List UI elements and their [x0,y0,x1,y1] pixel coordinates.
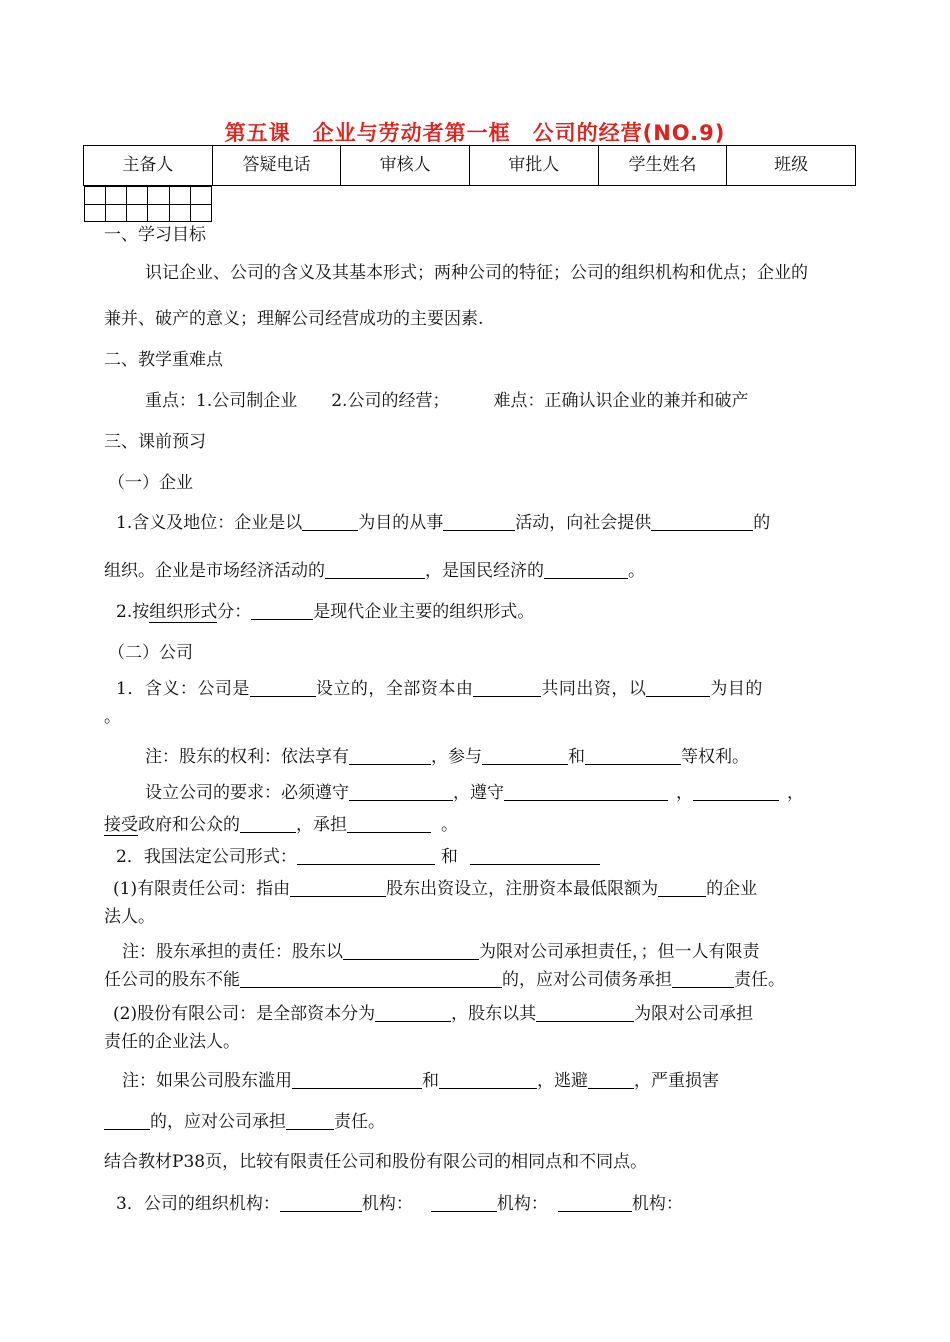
blank-cell[interactable] [148,187,169,222]
blank[interactable] [443,512,515,531]
blank-cell[interactable] [169,187,190,222]
establish-requirements-line-2: 接受政府和公众的 ，承担 。 [104,815,458,835]
objectives-text-2: 兼并、破产的意义；理解公司经营成功的主要因素. [104,309,484,329]
company-definition-end: 。 [104,707,121,727]
blank[interactable] [104,1111,150,1130]
blank[interactable] [349,746,431,765]
blank[interactable] [343,941,479,960]
blank[interactable] [651,512,753,531]
shareholder-liability-line-1: 注：股东承担的责任：股东以 为限对公司承担责任，；但一人有限责 [122,942,760,962]
blank[interactable] [439,1070,537,1089]
page-title: 第五课 企业与劳动者第一框 公司的经营(NO.9) [224,121,726,145]
header-cell: 班级 [727,146,856,186]
blank-cell[interactable] [84,187,105,222]
header-cell: 审核人 [341,146,470,186]
header-cell: 审批人 [469,146,598,186]
blank[interactable] [588,1070,634,1089]
ltd-company-line-1: (1)有限责任公司：指由 股东出资设立，注册资本最低限额为 的企业 [113,879,758,899]
header-cell: 主备人 [84,146,213,186]
blank[interactable] [544,560,628,579]
blank[interactable] [280,1193,362,1212]
header-cell: 学生姓名 [598,146,727,186]
question-2-line: 2.按组织形式分： 是现代企业主要的组织形式。 [116,602,535,622]
blank[interactable] [349,782,453,801]
org-structure-line: 3．公司的组织机构： 机构： 机构： 机构： [116,1194,683,1214]
blank[interactable] [286,1111,334,1130]
key-points-text: 重点：1.公司制企业 2.公司的经营； [145,391,450,411]
header-cell: 答疑电话 [212,146,341,186]
info-table-blank-row [84,186,213,205]
blank[interactable] [292,1070,422,1089]
blank[interactable] [693,782,779,801]
subheading-enterprise: （一）企业 [108,473,193,493]
legal-forms-line: 2．我国法定公司形式： 和 [116,846,600,868]
blank[interactable] [473,678,541,697]
blank[interactable] [297,846,435,865]
establish-requirements-line-1: 设立公司的要求：必须遵守 ，遵守 ， ， [145,783,804,803]
blank[interactable] [672,969,734,988]
info-table [83,145,856,207]
blank[interactable] [375,1003,451,1022]
compare-instruction: 结合教材P38页，比较有限责任公司和股份有限公司的相同点和不同点。 [104,1152,648,1172]
key-points-line [145,390,748,412]
blank[interactable] [504,782,668,801]
joint-stock-line-1: (2)股份有限公司：是全部资本分为 ，股东以其 为限对公司承担 [113,1004,754,1024]
blank-cell[interactable] [190,187,211,222]
blank[interactable] [250,678,316,697]
blank[interactable] [325,560,425,579]
objectives-text-1: 识记企业、公司的含义及其基本形式；两种公司的特征；公司的组织机构和优点；企业的 [145,263,808,283]
blank-cell[interactable] [105,187,126,222]
blank[interactable] [290,878,386,897]
section-heading-preview: 三、课前预习 [104,432,206,452]
blank[interactable] [240,969,502,988]
blank[interactable] [646,678,710,697]
question-1-line-2: 组织。企业是市场经济活动的 ，是国民经济的 。 [104,561,645,581]
company-definition-line: 1．含义：公司是 设立的，全部资本由 共同出资，以 为目的 [116,679,763,699]
blank-cell[interactable] [127,187,148,222]
joint-stock-line-2: 责任的企业法人。 [104,1032,240,1052]
blank[interactable] [347,814,431,833]
blank[interactable] [482,746,568,765]
shareholder-liability-line-2: 任公司的股东不能 的，应对公司债务承担 责任。 [104,970,785,990]
info-table-header-row [84,146,856,186]
shareholder-abuse-line-1: 注：如果公司股东滥用 和 ，逃避 ，严重损害 [122,1071,719,1091]
blank[interactable] [585,746,681,765]
shareholder-rights-line: 注：股东的权利：依法享有 ，参与 和 等权利。 [145,747,749,767]
blank[interactable] [536,1003,634,1022]
ltd-company-line-2: 法人。 [104,907,155,927]
blank[interactable] [558,1193,632,1212]
difficult-points-text: 难点：正确认识企业的兼并和破产 [493,391,749,411]
blank[interactable] [251,601,313,620]
blank[interactable] [302,512,358,531]
section-heading-key-points: 二、教学重难点 [104,350,223,370]
section-heading-objectives: 一、学习目标 [104,225,206,245]
question-1-line-1: 1.含义及地位：企业是以 为目的从事 活动，向社会提供 的 [116,513,771,533]
blank[interactable] [470,846,600,865]
blank[interactable] [431,1193,497,1212]
shareholder-abuse-line-2: 的，应对公司承担 责任。 [104,1111,385,1133]
blank[interactable] [240,814,296,833]
blank[interactable] [658,878,706,897]
subheading-company: （二）公司 [108,643,193,663]
